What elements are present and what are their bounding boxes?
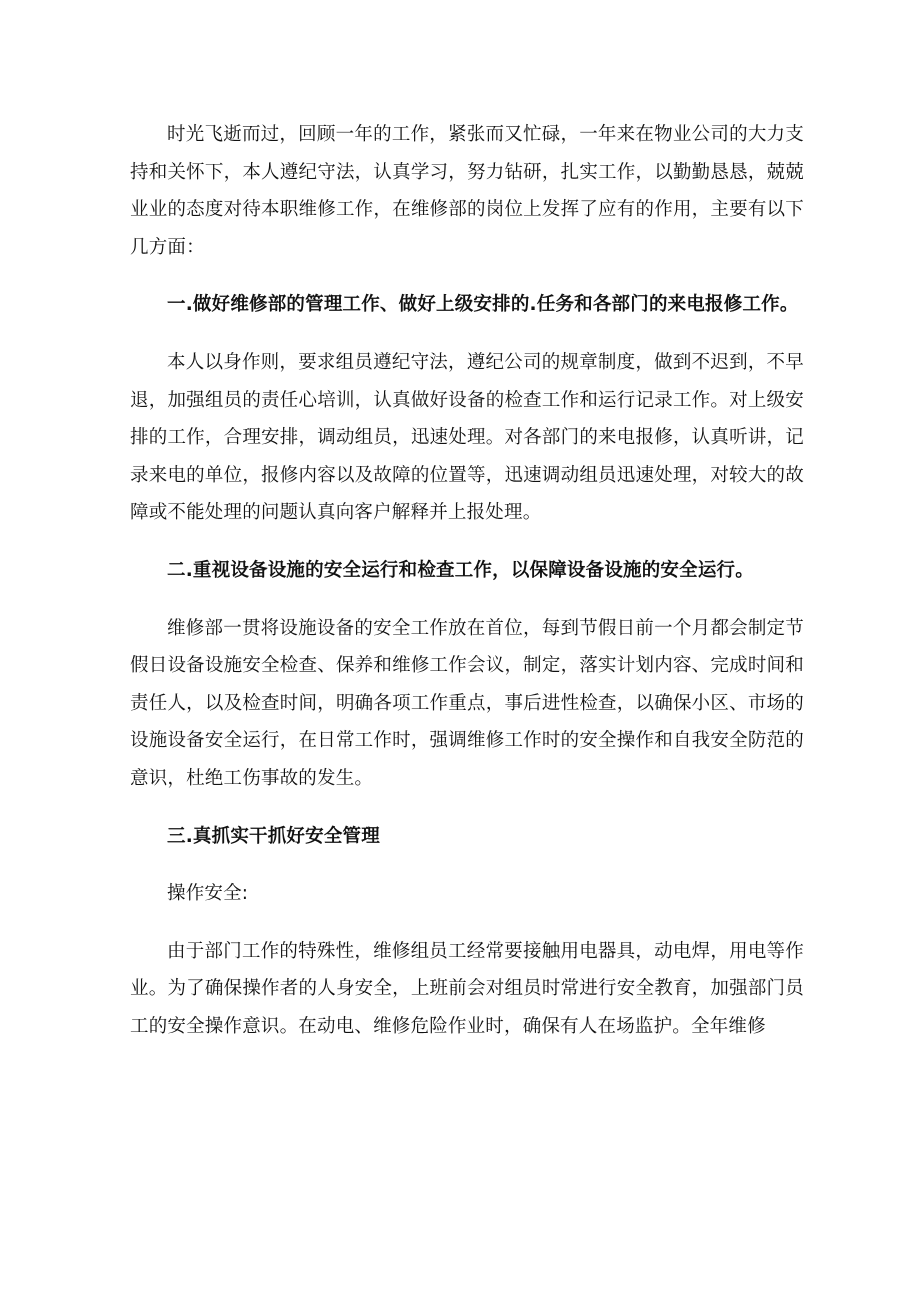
- spacer: [130, 590, 804, 610]
- section-heading-1: 一.做好维修部的管理工作、做好上级安排的.任务和各部门的来电报修工作。: [167, 294, 799, 316]
- section-2-paragraph: 维修部一贯将设施设备的安全工作放在首位，每到节假日前一个月都会制定节假日设备设施安全检查、保养和维修工作会议，制定，落实计划内容、完成时间和责任人，以及检查时间，明确各项工作重点，事后进性检查，以确保小区、市场的设施设备安全运行，在日常工作时，强调维修工作时的安全操作和自我安全防范的意识，杜绝工伤事故的发生。: [130, 617, 804, 789]
- spacer: [130, 855, 804, 875]
- spacer: [130, 266, 804, 286]
- spacer: [130, 532, 804, 552]
- section-heading-2: 二.重视设备设施的安全运行和检查工作，以保障设备设施的安全运行。: [167, 559, 754, 581]
- spacer: [130, 913, 804, 933]
- section-1-paragraph: 本人以身作则，要求组员遵纪守法，遵纪公司的规章制度，做到不迟到，不早退，加强组员的责任心培训，认真做好设备的检查工作和运行记录工作。对上级安排的工作，合理安排，调动组员，迅速处理。对各部门的来电报修，认真听讲，记录来电的单位，报修内容以及故障的位置等，迅速调动组员迅速处理，对较大的故障或不能处理的问题认真向客户解释并上报处理。: [130, 351, 804, 524]
- spacer: [130, 324, 804, 344]
- spacer: [130, 798, 804, 818]
- intro-paragraph: 时光飞逝而过，回顾一年的工作，紧张而又忙碌，一年来在物业公司的大力支持和关怀下，本人遵纪守法，认真学习，努力钻研，扎实工作，以勤勤恳恳，兢兢业业的态度对待本职维修工作，在维修部的岗位上发挥了应有的作用，主要有以下几方面：: [130, 124, 804, 258]
- subsection-label: 操作安全:: [167, 883, 249, 905]
- document-body: [130, 116, 804, 1045]
- section-heading-3: 三.真抓实干抓好安全管理: [167, 825, 380, 847]
- section-3-paragraph: 由于部门工作的特殊性，维修组员工经常要接触用电器具，动电焊，用电等作业。为了确保操作者的人身安全，上班前会对组员时常进行安全教育，加强部门员工的安全操作意识。在动电、维修危险作业时，确保有人在场监护。全年维修: [130, 940, 804, 1037]
